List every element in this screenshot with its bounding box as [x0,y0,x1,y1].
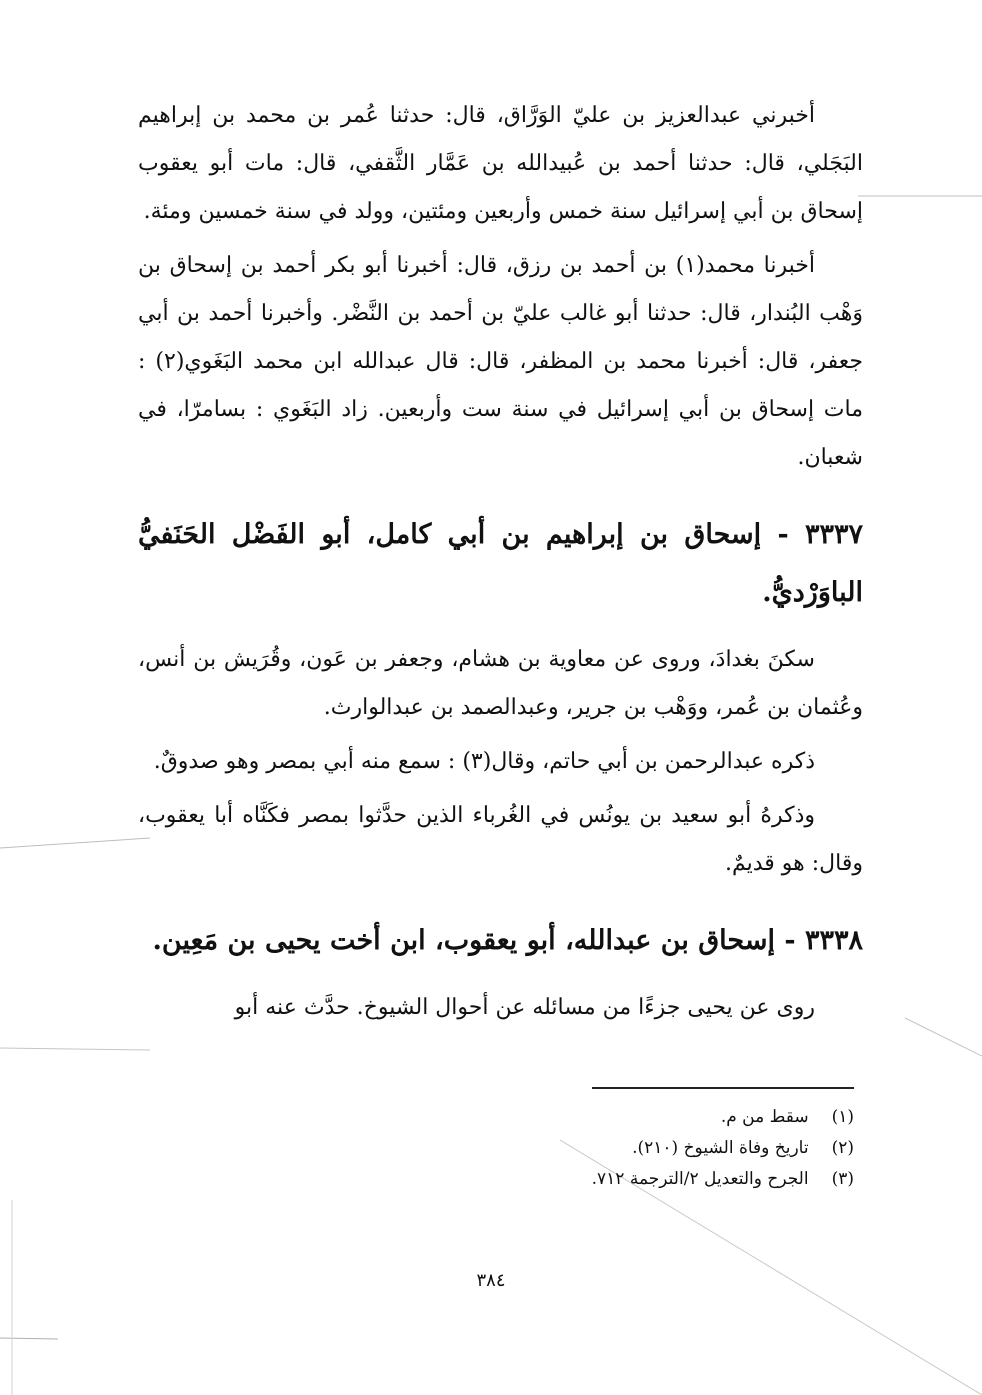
footnote-item [300,1133,854,1164]
paragraph-1: أخبرني عبدالعزيز بن عليّ الوَرَّاق، قال: حدثنا عُمر بن محمد بن إبراهيم البَجَلي، قال: حدثنا أحمد بن عُبيدالله بن عَمَّار الثَّقفي، قال: مات أبو يعقوب إسحاق بن أبي إسرائيل سنة خمس وأربعين ومئتين، وولد في سنة خمسين ومئة. [138,103,863,224]
footnote-divider [592,1087,854,1089]
page-number: ٣٨٤ [476,1270,506,1291]
paragraph-2: أخبرنا محمد(١) بن أحمد بن رزق، قال: أخبرنا أبو بكر أحمد بن إسحاق بن وَهْب البُندار، قال: حدثنا أبو غالب عليّ بن أحمد بن النَّضْر. وأخبرنا أحمد بن أبي جعفر، قال: أخبرنا محمد بن المظفر، قال: قال عبدالله ابن محمد البَغَوي(٢) : مات إسحاق بن أبي إسرائيل في سنة ست وأربعين. زاد البَغَوي : بسامرّا، في شعبان. [138,253,863,470]
entry-3337 [138,506,863,888]
paragraph-5: وذكرهُ أبو سعيد بن يونُس في الغُرباء الذين حدَّثوا بمصر فكَنَّاه أبا يعقوب، وقال: هو قديمٌ. [138,803,863,876]
entry-heading-3338: ٣٣٣٨ - إسحاق بن عبدالله، أبو يعقوب، ابن أخت يحيى بن مَعِين. [152,925,863,956]
entry-heading-3337: ٣٣٣٧ - إسحاق بن إبراهيم بن أبي كامل، أبو الفَضْل الحَنَفيُّ الباوَرْديُّ. [138,519,863,608]
paragraph-3: سكنَ بغدادَ، وروى عن معاوية بن هشام، وجعفر بن عَون، وقُرَيش بن أنس، وعُثمان بن عُمر، ووَهْب بن جرير، وعبدالصمد بن عبدالوارث. [138,647,863,720]
footnote-item [300,1102,854,1133]
footnote-text: تاريخ وفاة الشيوخ (٢١٠). [632,1138,809,1158]
paragraph-6: روى عن يحيى جزءًا من مسائله عن أحوال الشيوخ. حدَّث عنه أبو [234,995,815,1020]
main-text-top [138,92,863,482]
footnote-text: الجرح والتعديل ٢/الترجمة ٧١٢. [591,1169,809,1189]
footnote-item [300,1164,854,1195]
paragraph-4: ذكره عبدالرحمن بن أبي حاتم، وقال(٣) : سمع منه أبي بمصر وهو صدوقٌ. [153,749,815,774]
footnote-number: (١) [831,1107,854,1127]
footnotes [300,1102,854,1195]
entry-3338 [138,912,863,1032]
footnote-number: (٣) [831,1169,854,1189]
footnote-number: (٢) [831,1138,854,1158]
footnote-text: سقط من م. [720,1107,809,1127]
